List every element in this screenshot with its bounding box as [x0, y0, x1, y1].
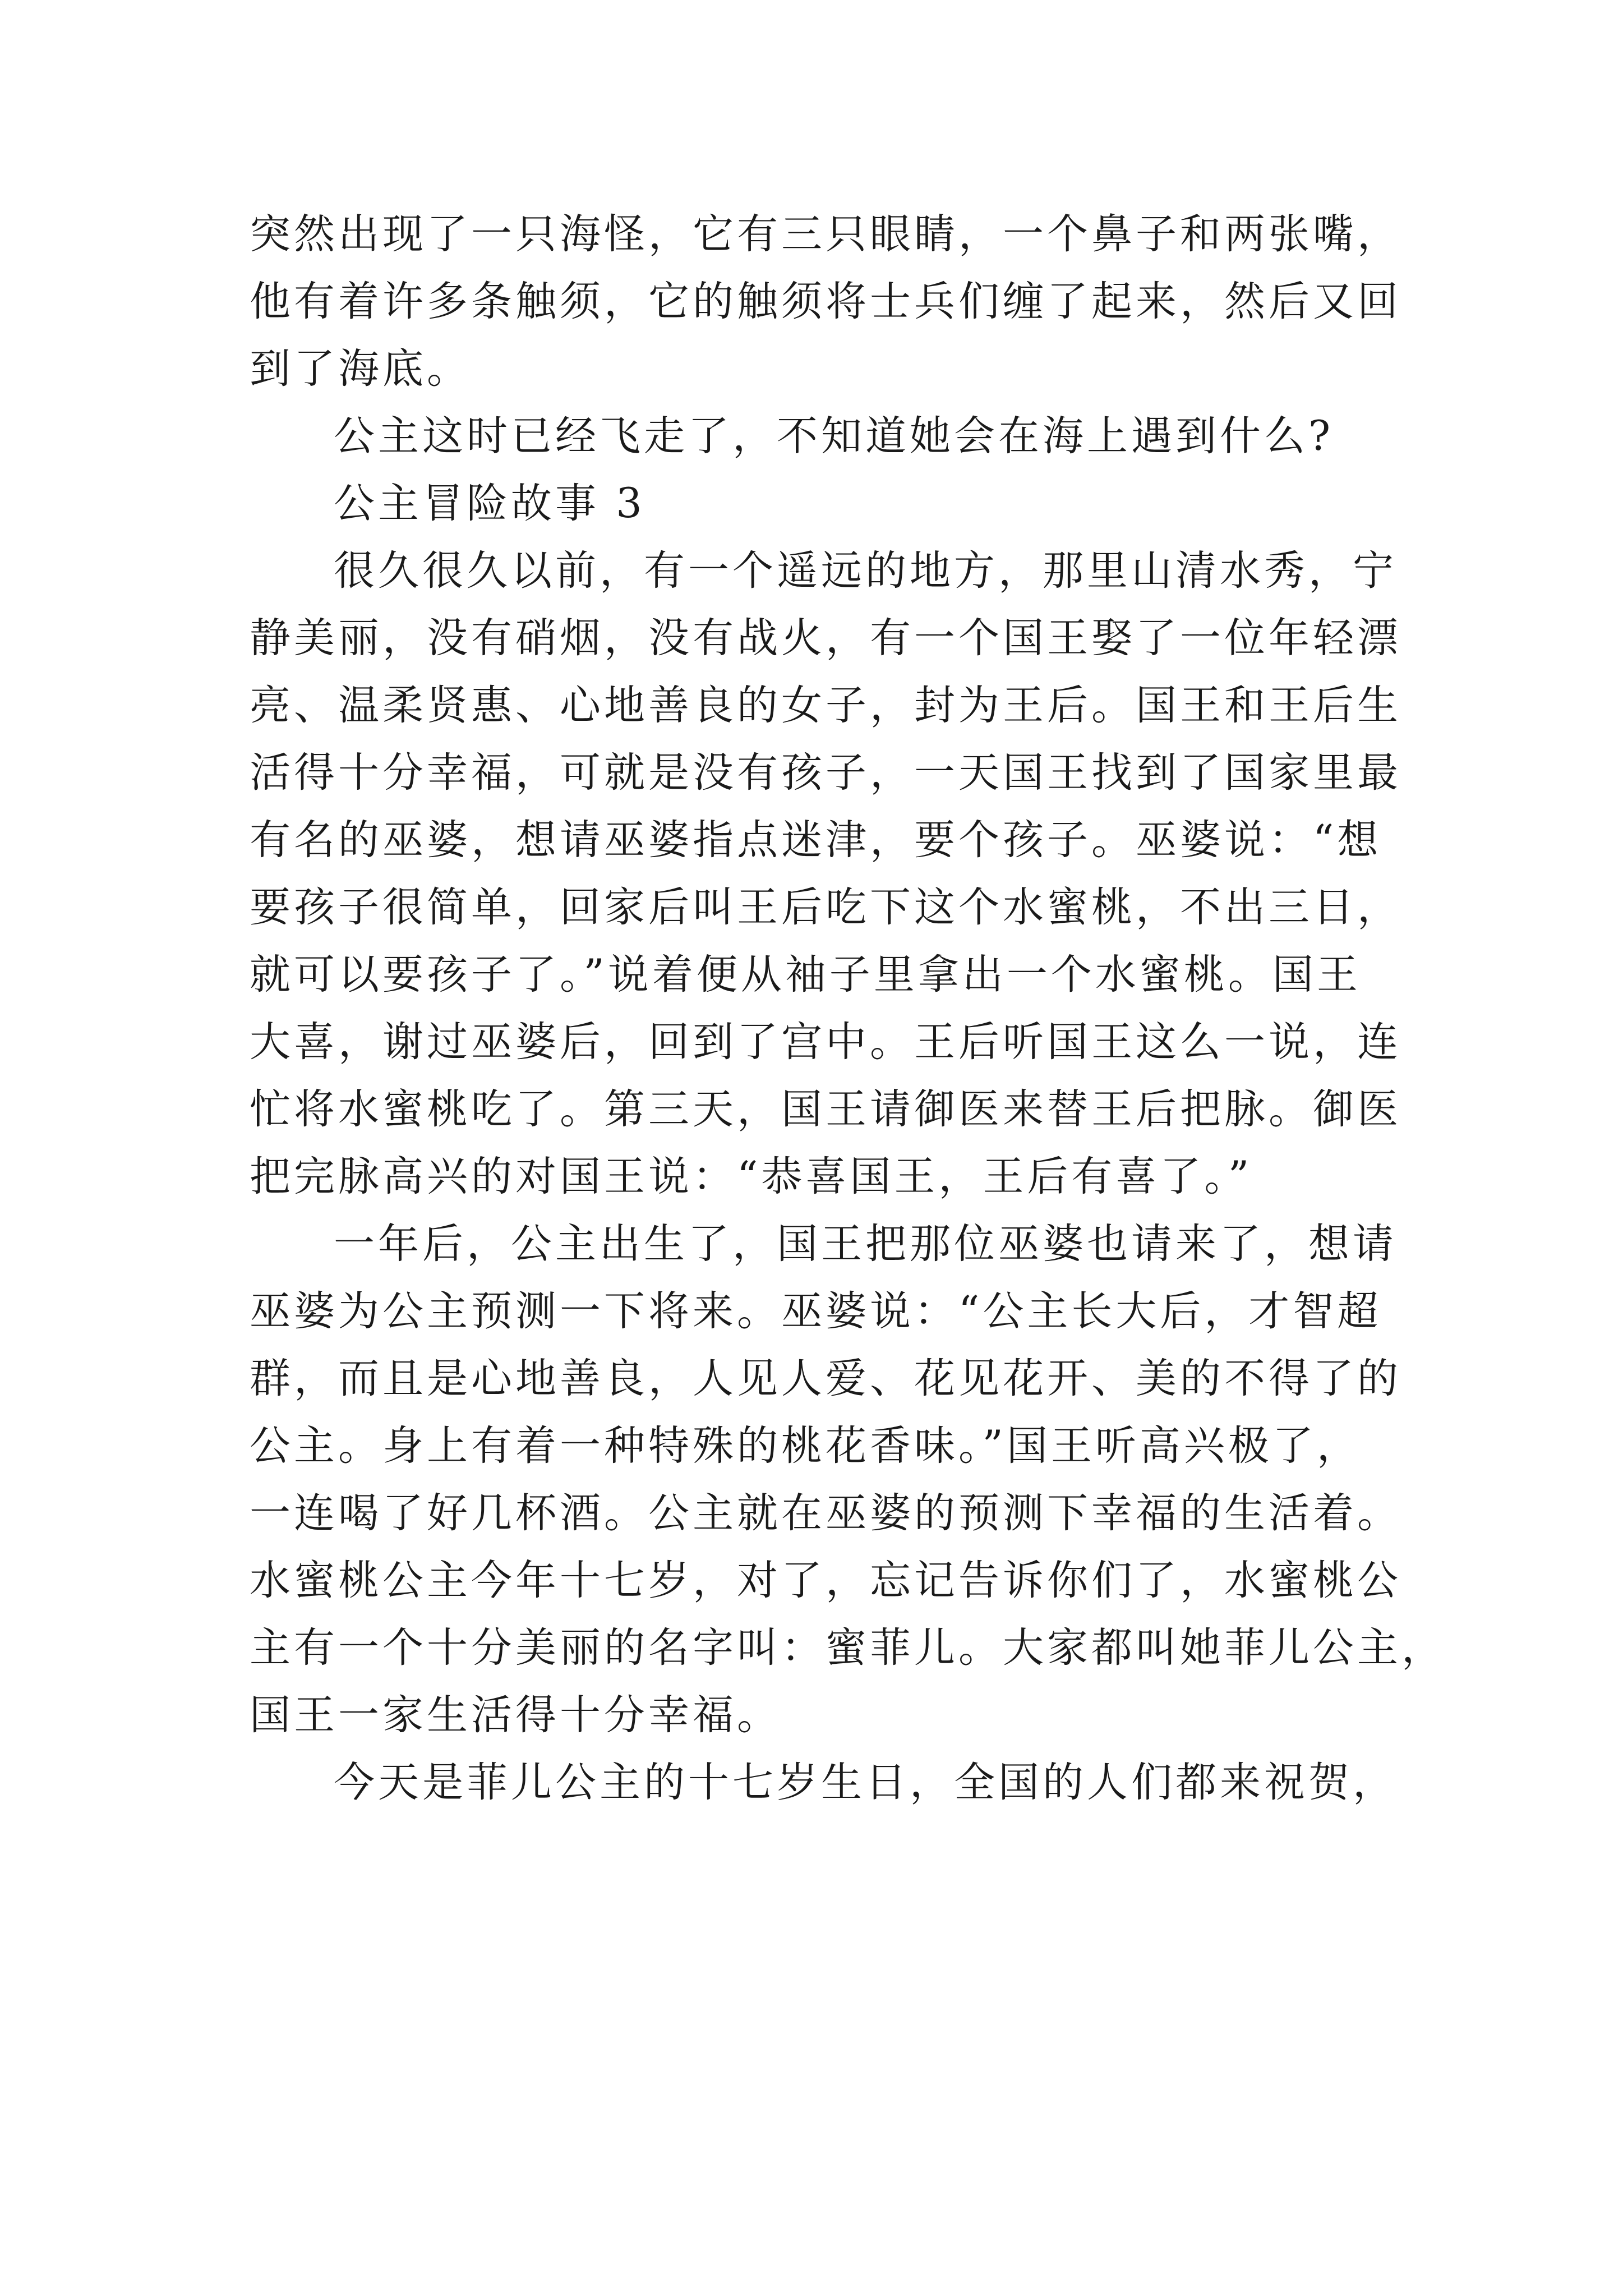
- text-line: 大喜，谢过巫婆后，回到了宫中。王后听国王这么一说，连: [250, 1018, 1401, 1066]
- text-line: 水蜜桃公主今年十七岁，对了，忘记告诉你们了，水蜜桃公: [250, 1557, 1401, 1604]
- text-line: 一年后，公主出生了，国王把那位巫婆也请来了，想请: [334, 1220, 1397, 1268]
- text-line: 巫婆为公主预测一下将来。巫婆说：“公主长大后，才智超: [250, 1287, 1382, 1335]
- text-line: 很久很久以前，有一个遥远的地方，那里山清水秀，宁: [334, 547, 1397, 595]
- text-line: 亮、温柔贤惠、心地善良的女子，封为王后。国王和王后生: [250, 682, 1401, 729]
- text-line: 国王一家生活得十分幸福。: [250, 1691, 781, 1739]
- text-line: 活得十分幸福，可就是没有孩子，一天国王找到了国家里最: [250, 749, 1401, 797]
- text-line: 主有一个十分美丽的名字叫：蜜菲儿。大家都叫她菲儿公主，: [250, 1624, 1446, 1672]
- section-heading: 公主冒险故事 3: [334, 480, 645, 527]
- text-line: 到了海底。: [250, 345, 471, 393]
- text-line: 把完脉高兴的对国王说：“恭喜国王，王后有喜了。”: [250, 1153, 1253, 1200]
- text-line: 要孩子很简单，回家后叫王后吃下这个水蜜桃，不出三日，: [250, 884, 1401, 931]
- text-line: 有名的巫婆，想请巫婆指点迷津，要个孩子。巫婆说：“想: [250, 816, 1382, 864]
- text-line: 忙将水蜜桃吃了。第三天，国王请御医来替王后把脉。御医: [250, 1085, 1401, 1133]
- text-line: 群，而且是心地善良，人见人爱、花见花开、美的不得了的: [250, 1355, 1401, 1402]
- text-line: 今天是菲儿公主的十七岁生日，全国的人们都来祝贺，: [334, 1759, 1397, 1806]
- text-line: 静美丽，没有硝烟，没有战火，有一个国王娶了一位年轻漂: [250, 614, 1401, 662]
- story-text: [250, 201, 1446, 1816]
- text-line: 一连喝了好几杯酒。公主就在巫婆的预测下幸福的生活着。: [250, 1489, 1401, 1537]
- text-line: 突然出现了一只海怪，它有三只眼睛，一个鼻子和两张嘴，: [250, 210, 1401, 258]
- text-line: 公主这时已经飞走了，不知道她会在海上遇到什么?: [334, 412, 1334, 460]
- text-line: 就可以要孩子了。”说着便从袖子里拿出一个水蜜桃。国王: [250, 951, 1361, 999]
- text-line: 他有着许多条触须，它的触须将士兵们缠了起来，然后又回: [250, 278, 1401, 325]
- text-line: 公主。身上有着一种特殊的桃花香味。”国王听高兴极了，: [250, 1422, 1361, 1470]
